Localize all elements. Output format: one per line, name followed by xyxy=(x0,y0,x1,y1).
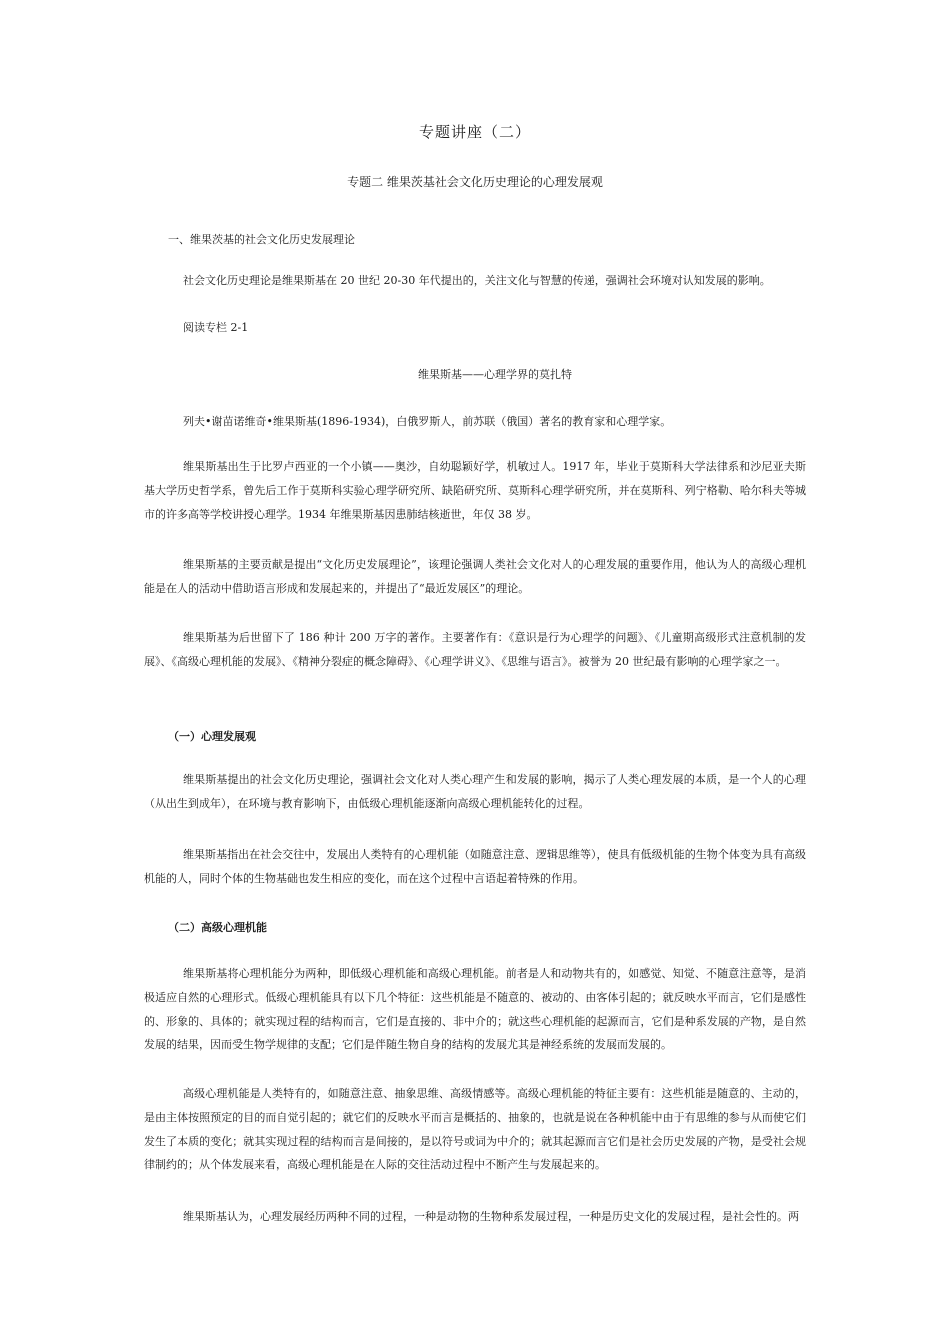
sub2-paragraph-1: 维果斯基将心理机能分为两种，即低级心理机能和高级心理机能。前者是人和动物共有的，如感觉、知觉、不随意注意等，是消极适应自然的心理形式。低级心理机能具有以下几个特征：这些机能是不随意的、被动的、由客体引起的；就反映水平而言，它们是感性的、形象的、具体的；就实现过程的结构而言，它们是直接的、非中介的；就这些心理机能的起源而言，它们是种系发展的产物，是自然发展的结果，因而受生物学规律的支配；它们是伴随生物自身的结构的发展尤其是神经系统的发展而发展的。 xyxy=(144,967,806,1052)
sub-heading-1: （一）心理发展观 xyxy=(168,730,256,743)
reading-column-label: 阅读专栏 2-1 xyxy=(183,321,249,334)
bio-paragraph-2: 维果斯基的主要贡献是提出“文化历史发展理论”，该理论强调人类社会文化对人的心理发展的重要作用，他认为人的高级心理机能是在人的活动中借助语言形成和发展起来的，并提出了“最近发展区”的理论。 xyxy=(144,558,806,595)
sub2-paragraph-2: 高级心理机能是人类特有的，如随意注意、抽象思维、高级情感等。高级心理机能的特征主要有：这些机能是随意的、主动的，是由主体按照预定的目的而自觉引起的；就它们的反映水平而言是概括的、抽象的，也就是说在各种机能中由于有思维的参与从而使它们发生了本质的变化；就其实现过程的结构而言是间接的，是以符号或词为中介的；就其起源而言它们是社会历史发展的产物，是受社会规律制约的；从个体发展来看，高级心理机能是在人际的交往活动过程中不断产生与发展起来的。 xyxy=(144,1087,806,1172)
bio-paragraph-3: 维果斯基为后世留下了 186 种计 200 万字的著作。主要著作有：《意识是行为心理学的问题》、《儿童期高级形式注意机制的发展》、《高级心理机能的发展》、《精神分裂症的概念障碍》、《心理学讲义》、《思维与语言》。被誉为 20 世纪最有影响的心理学家之一。 xyxy=(144,631,806,668)
sub-heading-2: （二）高级心理机能 xyxy=(168,921,267,934)
section-heading-1: 一、维果茨基的社会文化历史发展理论 xyxy=(168,233,355,246)
reading-box-title: 维果斯基——心理学界的莫扎特 xyxy=(418,368,572,381)
bio-intro-line: 列夫•谢苗诺维奇•维果斯基(1896-1934)，白俄罗斯人，前苏联（俄国）著名的教育家和心理学家。 xyxy=(183,415,672,428)
bio-paragraph-1: 维果斯基出生于比罗卢西亚的一个小镇——奥沙，自幼聪颖好学，机敏过人。1917 年，毕业于莫斯科大学法律系和沙尼亚夫斯基大学历史哲学系，曾先后工作于莫斯科实验心理学研究所、缺陷研究所、莫斯科心理学研究所，并在莫斯科、列宁格勒、哈尔科夫等城市的许多高等学校讲授心理学。1934 年维果斯基因患肺结核逝世，年仅 38 岁。 xyxy=(144,460,806,521)
document-subtitle: 专题二 维果茨基社会文化历史理论的心理发展观 xyxy=(347,175,603,189)
intro-paragraph: 社会文化历史理论是维果斯基在 20 世纪 20-30 年代提出的，关注文化与智慧的传递，强调社会环境对认知发展的影响。 xyxy=(183,274,771,287)
sub1-paragraph-1: 维果斯基提出的社会文化历史理论，强调社会文化对人类心理产生和发展的影响，揭示了人类心理发展的本质，是一个人的心理（从出生到成年），在环境与教育影响下，由低级心理机能逐渐向高级心理机能转化的过程。 xyxy=(144,773,806,810)
sub2-paragraph-3: 维果斯基认为，心理发展经历两种不同的过程，一种是动物的生物种系发展过程，一种是历史文化的发展过程，是社会性的。两 xyxy=(183,1210,799,1223)
sub1-paragraph-2: 维果斯基指出在社会交往中，发展出人类特有的心理机能（如随意注意、逻辑思维等），使具有低级机能的生物个体变为具有高级机能的人，同时个体的生物基础也发生相应的变化，而在这个过程中言语起着特殊的作用。 xyxy=(144,848,806,885)
document-title: 专题讲座（二） xyxy=(418,123,531,141)
